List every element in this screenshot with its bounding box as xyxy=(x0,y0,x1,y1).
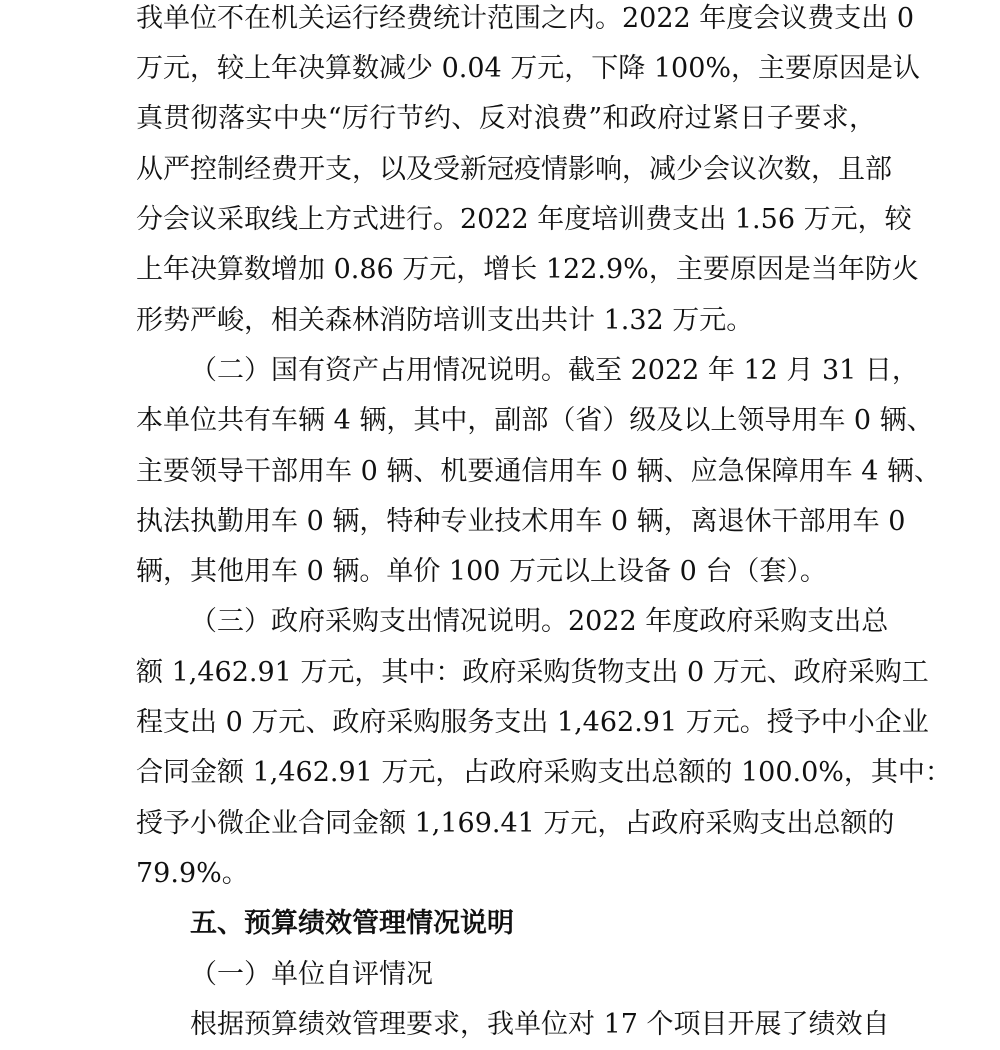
body-text-line: 根据预算绩效管理要求，我单位对 17 个项目开展了绩效自 xyxy=(190,1009,890,1040)
body-text-line: 辆，其他用车 0 辆。单价 100 万元以上设备 0 台（套）。 xyxy=(136,556,827,587)
body-text-line: 执法执勤用车 0 辆，特种专业技术用车 0 辆，离退休干部用车 0 xyxy=(136,506,906,537)
body-text-line: 额 1,462.91 万元，其中：政府采购货物支出 0 万元、政府采购工 xyxy=(136,657,929,688)
body-text-line: 程支出 0 万元、政府采购服务支出 1,462.91 万元。授予中小企业 xyxy=(136,707,929,738)
body-text-line: 从严控制经费开支，以及受新冠疫情影响，减少会议次数，且部 xyxy=(136,154,892,185)
body-text-line: 形势严峻，相关森林消防培训支出共计 1.32 万元。 xyxy=(136,305,754,336)
body-text-line: 本单位共有车辆 4 辆，其中，副部（省）级及以上领导用车 0 辆、 xyxy=(136,405,934,436)
subsection-heading: （一）单位自评情况 xyxy=(190,959,433,990)
body-text-line: 79.9%。 xyxy=(136,858,249,889)
body-text-line: 授予小微企业合同金额 1,169.41 万元，占政府采购支出总额的 xyxy=(136,808,895,839)
body-text-line: 我单位不在机关运行经费统计范围之内。2022 年度会议费支出 0 xyxy=(136,3,915,34)
body-text-line: 分会议采取线上方式进行。2022 年度培训费支出 1.56 万元，较 xyxy=(136,204,912,235)
body-text-line: 万元，较上年决算数减少 0.04 万元，下降 100%，主要原因是认 xyxy=(136,53,921,84)
section-heading: 五、预算绩效管理情况说明 xyxy=(190,908,514,939)
body-text-line: 上年决算数增加 0.86 万元，增长 122.9%，主要原因是当年防火 xyxy=(136,254,919,285)
body-text-line: 主要领导干部用车 0 辆、机要通信用车 0 辆、应急保障用车 4 辆、 xyxy=(136,456,942,487)
section-assets-line: （二）国有资产占用情况说明。截至 2022 年 12 月 31 日， xyxy=(190,355,919,386)
section-procurement-line: （三）政府采购支出情况说明。2022 年度政府采购支出总 xyxy=(190,606,889,637)
body-text-line: 真贯彻落实中央“厉行节约、反对浪费”和政府过紧日子要求， xyxy=(136,103,876,134)
body-text-line: 合同金额 1,462.91 万元，占政府采购支出总额的 100.0%，其中： xyxy=(136,757,952,788)
